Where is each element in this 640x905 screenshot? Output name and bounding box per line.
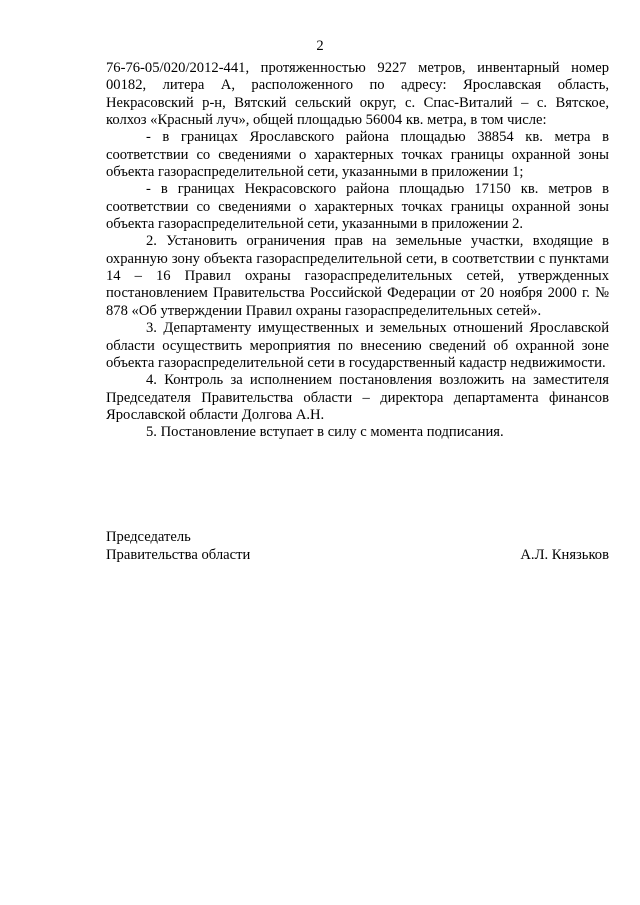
- signatory-title-line1: Председатель: [106, 529, 191, 545]
- signature-row: [106, 547, 609, 565]
- signatory-title-line2: Правительства области: [106, 546, 251, 563]
- paragraph-item-5: 5. Постановление вступает в силу с момента подписания.: [146, 424, 504, 441]
- signature-block: [106, 529, 609, 564]
- signatory-name: А.Л. Князьков: [520, 546, 609, 563]
- paragraph-item-2: 2. Установить ограничения прав на земельные участки, входящие в охранную зону объекта газораспределительной сети, в соответствии с пунктами 14 – 16 Правил охраны газораспределительных сетей, утвержденных постановлением Правительства Российской Федерации от 20 ноября 2000 г. № 878 «Об утверждении Правил охраны газораспределительных сетей».: [106, 233, 609, 319]
- paragraph-continuation: 76-76-05/020/2012-441, протяженностью 9227 метров, инвентарный номер 00182, литера А, расположенного по адресу: Ярославская область, Некрасовский р-н, Вятский сельский округ, с. Спас-Виталий – с. Вятское, колхоз «Красный луч», общей площадью 56004 кв. метра, в том числе:: [106, 60, 609, 129]
- paragraph-nekrasov-district: - в границах Некрасовского района площадью 17150 кв. метров в соответствии со сведениями о характерных точках границы охранной зоны объекта газораспределительной сети, указанными в приложении 2.: [106, 181, 609, 233]
- page-number: 2: [316, 38, 324, 54]
- paragraph-item-4: 4. Контроль за исполнением постановления возложить на заместителя Председателя Правительства области – директора департамента финансов Ярославской области Долгова А.Н.: [106, 372, 609, 423]
- document-body: [106, 60, 609, 442]
- paragraph-item-3: 3. Департаменту имущественных и земельных отношений Ярославской области осуществить мероприятия по внесению сведений об охранной зоне объекта газораспределительной сети в государственный кадастр недвижимости.: [106, 320, 609, 371]
- paragraph-yaroslavl-district: - в границах Ярославского района площадью 38854 кв. метра в соответствии со сведениями о характерных точках границы охранной зоны объекта газораспределительной сети, указанными в приложении 1;: [106, 129, 609, 181]
